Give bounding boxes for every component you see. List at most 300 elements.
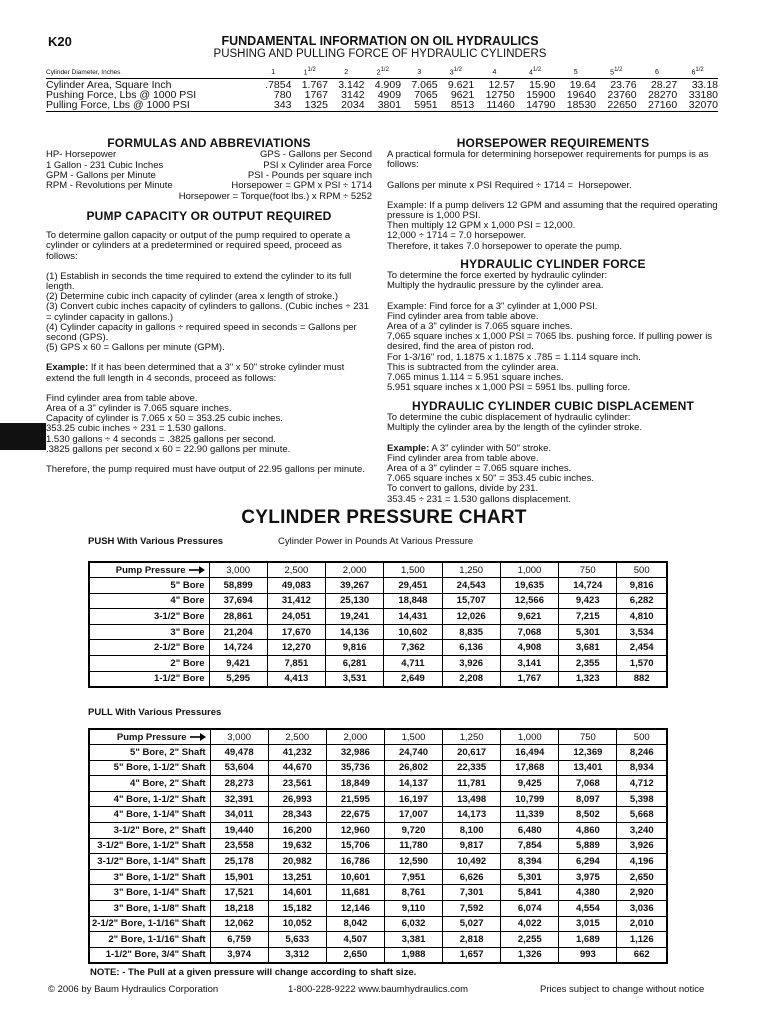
formula-row	[46, 192, 372, 202]
force-cell: 49,478	[210, 745, 268, 761]
force-cell: 2,920	[617, 885, 667, 901]
force-cell: 8,835	[442, 624, 500, 640]
bore-label: 5" Bore, 2" Shaft	[89, 745, 210, 761]
force-value: 7065	[414, 89, 438, 102]
force-value: 22650	[596, 100, 637, 112]
bore-label: 5" Bore	[89, 578, 209, 594]
force-cell: 4,860	[559, 823, 617, 839]
bore-label: 4" Bore	[89, 593, 209, 609]
force-cell: 18,218	[210, 901, 268, 917]
force-value: 18530	[555, 100, 596, 112]
bore-label: 3-1/2" Bore, 2" Shaft	[89, 823, 210, 839]
force-cell: 7,068	[559, 776, 617, 792]
diameter-whole: 3	[449, 69, 454, 77]
pressure-row	[89, 932, 667, 948]
diameter-row	[46, 66, 718, 79]
force-cell: 49,083	[267, 578, 325, 594]
force-cell: 12,026	[442, 609, 500, 625]
horsepower-intro: A practical formula for determining horsepower requirements for pumps is as follows:	[387, 149, 712, 171]
pressure-row	[89, 776, 667, 792]
force-value: 12.57	[488, 79, 515, 92]
formula-right: PSI - Pounds per square inch	[247, 170, 372, 182]
force-cell: 37,694	[209, 593, 267, 609]
force-cell: 1,570	[617, 656, 667, 672]
diameter-cell	[438, 66, 475, 79]
force-cell: 1,323	[559, 671, 617, 687]
force-cell: 8,042	[326, 916, 384, 932]
chart-title: CYLINDER PRESSURE CHART	[241, 507, 527, 528]
pump-section	[46, 211, 372, 475]
pressure-header: 750	[559, 729, 617, 745]
force-cell: 26,993	[268, 791, 326, 807]
diameter-fraction: 1/2	[695, 67, 704, 73]
force-cell: 4,022	[501, 916, 559, 932]
force-cell: 10,492	[443, 854, 501, 870]
force-cell: 3,141	[500, 656, 558, 672]
diameter-label: Cylinder Diameter, Inches	[46, 66, 255, 79]
bore-label: 2-1/2" Bore, 1-1/16" Shaft	[89, 916, 210, 932]
diameter-cell	[515, 66, 556, 79]
force-cell: 15,706	[326, 838, 384, 854]
force-cell: 9,110	[384, 901, 442, 917]
footer-contact: 1-800-228-9222 www.baumhydraulics.com	[288, 984, 469, 995]
diameter-fraction: 1/2	[380, 67, 389, 73]
pump-conclusion: Therefore, the pump required must have output of 22.95 gallons per minute.	[46, 464, 365, 476]
force-cell: 4,413	[267, 671, 325, 687]
pressure-header: 500	[617, 562, 667, 578]
force-cell: 1,657	[443, 947, 501, 963]
pressure-header: 1,000	[501, 729, 559, 745]
diameter-cell	[328, 66, 365, 79]
pressure-header: 1,000	[500, 562, 558, 578]
force-cell: 19,635	[500, 578, 558, 594]
force-value: 3142	[341, 89, 365, 102]
push-caption: PUSH With Various Pressures	[88, 536, 224, 547]
force-value: 7.065	[411, 79, 438, 92]
force-cell: 1,767	[500, 671, 558, 687]
force-cell: 15,901	[210, 869, 268, 885]
force-cell: 6,136	[442, 640, 500, 656]
pressure-header: 3,000	[209, 562, 267, 578]
force-row-label: Cylinder Area, Square Inch	[46, 79, 172, 92]
pressure-row	[89, 838, 667, 854]
force-value: 343	[255, 100, 292, 112]
force-cell: 34,011	[210, 807, 268, 823]
force-cell: 3,036	[617, 901, 667, 917]
force-cell: 5,889	[559, 838, 617, 854]
force-cell: 6,626	[443, 869, 501, 885]
pressure-header: 3,000	[210, 729, 268, 745]
force-cell: 2,255	[501, 932, 559, 948]
force-value: 28270	[648, 89, 678, 102]
formulas-section	[46, 138, 372, 202]
force-cell: 44,670	[268, 760, 326, 776]
force-cell: 1,126	[617, 932, 667, 948]
force-cell: 9,621	[500, 609, 558, 625]
force-cell: 6,759	[210, 932, 268, 948]
force-cell: 8,761	[384, 885, 442, 901]
force-cell: 11,339	[501, 807, 559, 823]
pump-example-label: Example:	[46, 362, 89, 374]
force-cell: 7,362	[384, 640, 442, 656]
force-value: 28.27	[650, 79, 678, 92]
diameter-whole: 2	[376, 69, 381, 77]
force-cell: 993	[559, 947, 617, 963]
bore-label: 4" Bore, 2" Shaft	[89, 776, 210, 792]
pull-caption: PULL With Various Pressures	[88, 707, 222, 718]
diameter-cell	[255, 66, 292, 79]
force-cell: 29,451	[384, 578, 442, 594]
diameter-whole: 5	[610, 69, 615, 77]
force-cell: 2,650	[617, 869, 667, 885]
force-cell: 19,632	[268, 838, 326, 854]
force-value: 1.767	[301, 79, 328, 92]
pressure-row	[89, 609, 667, 625]
pressure-header: 2,500	[268, 729, 326, 745]
pump-intro: To determine gallon capacity or output of the pump required to operate a cylinder or cylinders at a predetermined or required speed, proceed as follows:	[46, 230, 353, 262]
force-cell: 14,724	[209, 640, 267, 656]
pressure-row	[89, 807, 667, 823]
pressure-row	[89, 624, 667, 640]
diameter-cell	[677, 66, 718, 79]
force-cell: 24,740	[384, 745, 442, 761]
force-cell: 3,381	[384, 932, 442, 948]
force-value: 33180	[688, 89, 718, 102]
force-cell: 1,326	[501, 947, 559, 963]
diameter-whole: 6	[654, 69, 659, 77]
force-cell: 9,421	[209, 656, 267, 672]
force-cell: 8,097	[559, 791, 617, 807]
force-cell: 25,178	[210, 854, 268, 870]
pressure-row	[89, 640, 667, 656]
bore-label: 4" Bore, 1-1/2" Shaft	[89, 791, 210, 807]
force-cell: 5,295	[209, 671, 267, 687]
push-pressure-table	[88, 561, 668, 688]
force-value: 2034	[328, 100, 365, 112]
force-cell: 24,051	[267, 609, 325, 625]
formula-left: RPM - Revolutions per Minute	[46, 180, 173, 192]
force-cell: 12,146	[326, 901, 384, 917]
force-cell: 3,312	[268, 947, 326, 963]
force-value: 4.909	[374, 79, 402, 92]
force-value: 27160	[637, 100, 678, 112]
bore-label: 4" Bore, 1-1/4" Shaft	[89, 807, 210, 823]
pump-pressure-text: Pump Pressure	[115, 564, 186, 576]
force-cell: 17,868	[501, 760, 559, 776]
force-cell: 3,681	[559, 640, 617, 656]
bore-label: 2" Bore	[89, 656, 209, 672]
force-cell: 3,240	[617, 823, 667, 839]
bore-label: 3" Bore, 1-1/4" Shaft	[89, 885, 210, 901]
formula-right: Horsepower = Torque(foot lbs.) x RPM ÷ 5252	[178, 190, 372, 202]
horsepower-section	[387, 138, 719, 252]
force-cell: 1,988	[384, 947, 442, 963]
force-cell: 13,251	[268, 869, 326, 885]
force-cell: 7,592	[443, 901, 501, 917]
force-value: 11460	[474, 100, 515, 112]
diameter-whole: 2	[344, 69, 349, 77]
pressure-header: 2,000	[326, 729, 384, 745]
force-cell: 16,200	[268, 823, 326, 839]
diameter-fraction: 1/2	[614, 67, 623, 73]
pump-pressure-row	[89, 562, 667, 578]
force-cell: 9,720	[384, 823, 442, 839]
pressure-header: 2,000	[326, 562, 384, 578]
force-cell: 7,851	[267, 656, 325, 672]
force-cell: 31,412	[267, 593, 325, 609]
force-cell: 2,208	[442, 671, 500, 687]
force-cell: 9,816	[617, 578, 667, 594]
pressure-row	[89, 671, 667, 687]
pressure-header: 1,250	[443, 729, 501, 745]
force-cell: 3,534	[617, 624, 667, 640]
pressure-row	[89, 760, 667, 776]
horsepower-example: Example: If a pump delivers 12 GPM and assuming that the required operating pressure is 1,000 PSI. Then multiply 12 GPM x 1,000 PSI = 12,000. 12,000 ÷ 1714 = 7.0 horsepower. Therefore, it takes 7.0 horsepower to operate the pump.	[387, 199, 718, 252]
force-cell: 8,100	[443, 823, 501, 839]
pull-pressure-table	[88, 728, 668, 964]
force-cell: 17,521	[210, 885, 268, 901]
displacement-example-text: A 3" cylinder with 50" stroke. Find cylinder area from table above. Area of a 3" cylinder = 7.065 square inches. 7.065 square inches x 50" = 353.45 cubic inches. To convert to gallons, divide by 231. 353.45 ÷ 231 = 1.530 gallons displacement.	[387, 442, 594, 505]
force-cell: 20,617	[443, 745, 501, 761]
force-cell: 14,137	[384, 776, 442, 792]
bore-label: 2" Bore, 1-1/16" Shaft	[89, 932, 210, 948]
force-cell: 12,590	[384, 854, 442, 870]
force-value: 23760	[607, 89, 637, 102]
displacement-example-label: Example:	[387, 442, 430, 454]
force-cell: 15,182	[268, 901, 326, 917]
force-row-label: Pushing Force, Lbs @ 1000 PSI	[46, 89, 197, 102]
page-title: FUNDAMENTAL INFORMATION ON OIL HYDRAULICS	[221, 34, 539, 48]
force-cell: 9,816	[326, 640, 384, 656]
force-cell: 17,007	[384, 807, 442, 823]
force-cell: 13,401	[559, 760, 617, 776]
force-cell: 14,173	[443, 807, 501, 823]
force-cell: 7,301	[443, 885, 501, 901]
force-cell: 5,841	[501, 885, 559, 901]
force-cell: 5,668	[617, 807, 667, 823]
force-cell: 8,246	[617, 745, 667, 761]
force-value: 12750	[485, 89, 515, 102]
pump-pressure-label	[89, 729, 210, 745]
force-cell: 7,215	[559, 609, 617, 625]
force-value: 33.18	[691, 79, 718, 92]
diameter-cell	[401, 66, 438, 79]
force-cell: 28,861	[209, 609, 267, 625]
force-cell: 4,712	[617, 776, 667, 792]
diameter-fraction: 1/2	[307, 67, 316, 73]
force-cell: 10,601	[326, 869, 384, 885]
formula-left: HP- Horsepower	[46, 149, 117, 161]
force-cell: 25,130	[326, 593, 384, 609]
force-cell: 9,817	[443, 838, 501, 854]
pump-pressure-row	[89, 729, 667, 745]
force-cell: 23,558	[210, 838, 268, 854]
force-cell: 13,498	[443, 791, 501, 807]
force-heading: HYDRAULIC CYLINDER FORCE	[460, 257, 646, 271]
force-cell: 3,926	[442, 656, 500, 672]
force-intro: To determine the force exerted by hydraulic cylinder: Multiply the hydraulic pressure by the cylinder area.	[387, 270, 608, 292]
diameter-cell	[555, 66, 596, 79]
force-cell: 16,494	[501, 745, 559, 761]
pressure-row	[89, 656, 667, 672]
footer-disclaimer: Prices subject to change without notice	[540, 984, 705, 995]
pressure-row	[89, 791, 667, 807]
diameter-whole: 3	[417, 69, 422, 77]
bore-label: 3-1/2" Bore, 1-1/2" Shaft	[89, 838, 210, 854]
force-cell: 7,854	[501, 838, 559, 854]
displacement-intro: To determine the cubic displacement of hydraulic cylinder: Multiply the cylinder area by the length of the cylinder stroke.	[387, 412, 643, 434]
displacement-example	[387, 444, 719, 505]
force-value: 1325	[291, 100, 328, 112]
force-cell: 5,633	[268, 932, 326, 948]
force-cell: 20,982	[268, 854, 326, 870]
pressure-row	[89, 916, 667, 932]
arrow-right-icon	[189, 566, 205, 574]
force-cell: 7,951	[384, 869, 442, 885]
force-cell: 3,531	[326, 671, 384, 687]
chart-note: NOTE: - The Pull at a given pressure will change according to shaft size.	[90, 967, 417, 978]
diameter-cell	[637, 66, 678, 79]
force-cell: 2,650	[326, 947, 384, 963]
bore-label: 3" Bore, 1-1/2" Shaft	[89, 869, 210, 885]
bore-label: 3-1/2" Bore, 1-1/4" Shaft	[89, 854, 210, 870]
pressure-header: 750	[559, 562, 617, 578]
force-value: 9.621	[447, 79, 475, 92]
force-value: 3.142	[338, 79, 365, 92]
pressure-row	[89, 947, 667, 963]
force-value: 9621	[450, 89, 475, 102]
pressure-row	[89, 869, 667, 885]
force-value: 780	[273, 89, 292, 102]
horsepower-formula: Gallons per minute x PSI Required ÷ 1714 = Horsepower.	[387, 179, 632, 191]
force-cell: 32,986	[326, 745, 384, 761]
force-cell: 26,802	[384, 760, 442, 776]
pressure-row	[89, 593, 667, 609]
force-cell: 3,974	[210, 947, 268, 963]
force-cell: 22,335	[443, 760, 501, 776]
pump-calc: Find cylinder area from table above. Area of a 3" cylinder is 7.065 square inches. Capacity of cylinder is 7.065 x 50 = 353.25 cubic inches. 353.25 cubic inches ÷ 231 = 1.530 gallons. 1.530 gallons ÷ 4 seconds = .3825 gallons per second. .3825 gallons per second x 60 = 22.90 gallons per minute.	[46, 392, 291, 455]
force-cell: 11,681	[326, 885, 384, 901]
pressure-row	[89, 885, 667, 901]
diameter-whole: 5	[573, 69, 578, 77]
footer-copyright: © 2006 by Baum Hydraulics Corporation	[48, 984, 219, 995]
force-row	[46, 100, 718, 112]
diameter-whole: 4	[528, 69, 533, 77]
force-cell: 3,975	[559, 869, 617, 885]
force-cell: 4,711	[384, 656, 442, 672]
force-cell: 19,440	[210, 823, 268, 839]
force-value: 3801	[365, 100, 402, 112]
force-cell: 9,423	[559, 593, 617, 609]
force-cell: 12,270	[267, 640, 325, 656]
diameter-whole: 4	[492, 69, 497, 77]
force-cell: 21,595	[326, 791, 384, 807]
force-cell: 5,027	[443, 916, 501, 932]
force-cell: 16,197	[384, 791, 442, 807]
force-cell: 2,818	[443, 932, 501, 948]
force-cell: 28,343	[268, 807, 326, 823]
formulas-heading: FORMULAS AND ABBREVIATIONS	[107, 136, 311, 150]
bore-label: 1-1/2" Bore	[89, 671, 209, 687]
pump-pressure-text: Pump Pressure	[116, 731, 187, 743]
page-subtitle: PUSHING AND PULLING FORCE OF HYDRAULIC CYLINDERS	[213, 48, 547, 60]
formula-left: 1 Gallon - 231 Cubic Inches	[46, 159, 164, 171]
force-cell: 15,707	[442, 593, 500, 609]
pressure-header: 2,500	[267, 562, 325, 578]
force-cell: 39,267	[326, 578, 384, 594]
force-cell: 21,204	[209, 624, 267, 640]
pump-heading: PUMP CAPACITY OR OUTPUT REQUIRED	[86, 209, 332, 223]
force-cell: 8,394	[501, 854, 559, 870]
force-cell: 23,561	[268, 776, 326, 792]
pressure-row	[89, 901, 667, 917]
formula-right: GPS - Gallons per Second	[260, 149, 372, 161]
force-cell: 4,507	[326, 932, 384, 948]
diameter-cell	[474, 66, 515, 79]
force-cell: 11,780	[384, 838, 442, 854]
force-value: 19.64	[569, 79, 596, 92]
diameter-whole: 6	[691, 69, 696, 77]
force-cell: 24,543	[442, 578, 500, 594]
force-cell: 4,380	[559, 885, 617, 901]
horsepower-heading: HORSEPOWER REQUIREMENTS	[456, 136, 650, 150]
force-cell: 6,294	[559, 854, 617, 870]
force-cell: 6,281	[326, 656, 384, 672]
pump-steps: (1) Establish in seconds the time required to extend the cylinder to its full length. (2) Determine cubic inch capacity of cylinder (area x length of stroke.) (3) Convert cubic inches capacity of cylinders to gallons. (Cubic inches ÷ 231 = cylinder capacity in gallons.) (4) Cylinder capacity in gallons ÷ required speed in seconds = Gallons per second (GPS). (5) GPS x 60 = Gallons per minute (GPM).	[46, 270, 370, 354]
force-cell: 19,241	[326, 609, 384, 625]
force-cell: 8,934	[617, 760, 667, 776]
page-code: K20	[48, 34, 72, 49]
force-cell: 10,052	[268, 916, 326, 932]
force-cell: 9,425	[501, 776, 559, 792]
force-value: 8513	[438, 100, 475, 112]
force-cell: 882	[617, 671, 667, 687]
force-cell: 662	[617, 947, 667, 963]
bore-label: 5" Bore, 1-1/2" Shaft	[89, 760, 210, 776]
diameter-whole: 1	[271, 69, 276, 77]
force-cell: 17,670	[267, 624, 325, 640]
pressure-header: 1,250	[442, 562, 500, 578]
force-cell: 5,301	[559, 624, 617, 640]
force-cell: 12,369	[559, 745, 617, 761]
force-cell: 11,781	[443, 776, 501, 792]
force-cell: 6,032	[384, 916, 442, 932]
bore-label: 3-1/2" Bore	[89, 609, 209, 625]
force-cell: 14,601	[268, 885, 326, 901]
pump-pressure-label	[89, 562, 209, 578]
force-cell: 3,015	[559, 916, 617, 932]
force-cell: 6,282	[617, 593, 667, 609]
force-cell: 3,926	[617, 838, 667, 854]
force-value: 23.76	[610, 79, 637, 92]
force-value: 32070	[677, 100, 718, 112]
cylinder-force-table	[46, 66, 718, 112]
force-cell: 4,810	[617, 609, 667, 625]
diameter-cell	[365, 66, 402, 79]
force-cell: 12,960	[326, 823, 384, 839]
force-cell: 5,398	[617, 791, 667, 807]
force-cell: 14,136	[326, 624, 384, 640]
force-cell: 1,689	[559, 932, 617, 948]
force-cell: 2,010	[617, 916, 667, 932]
force-cell: 16,786	[326, 854, 384, 870]
formula-right: Horsepower = GPM x PSI ÷ 1714	[231, 180, 372, 192]
force-cell: 32,391	[210, 791, 268, 807]
force-cell: 10,799	[501, 791, 559, 807]
force-cell: 10,602	[384, 624, 442, 640]
bore-label: 2-1/2" Bore	[89, 640, 209, 656]
diameter-fraction: 1/2	[532, 67, 542, 73]
